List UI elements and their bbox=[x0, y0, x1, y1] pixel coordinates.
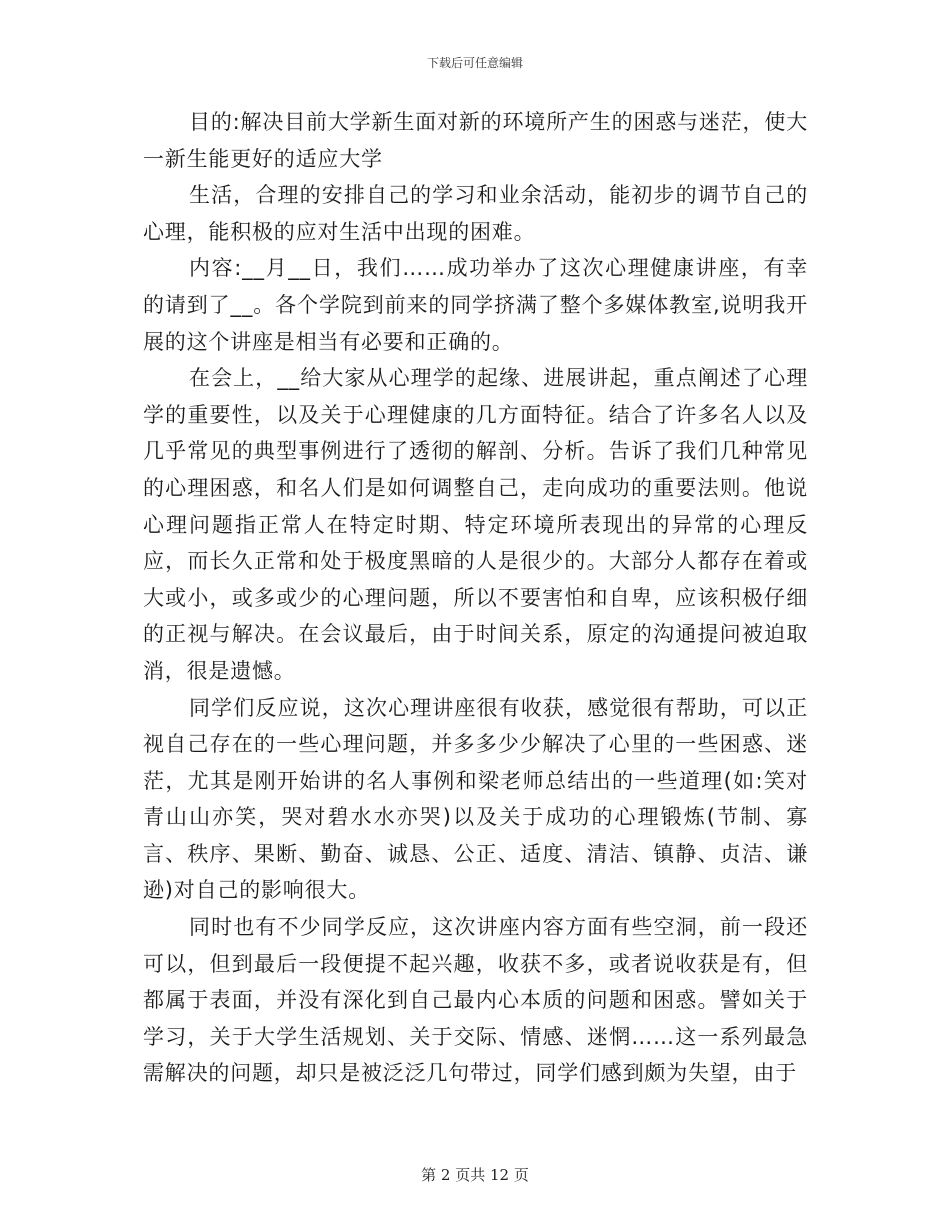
paragraph-meeting: 在会上，__给大家从心理学的起缘、进展讲起，重点阐述了心理学的重要性，以及关于心理健康的几方面特征。结合了许多名人以及几乎常见的典型事例进行了透彻的解剖、分析。告诉了我们几种常见的心理困惑，和名人们是如何调整自己，走向成功的重要法则。他说心理问题指正常人在特定时期、特定环境所表现出的异常的心理反应，而长久正常和处于极度黑暗的人是很少的。大部分人都存在着或大或小，或多或少的心理问题，所以不要害怕和自卑，应该积极仔细的正视与解决。在会议最后，由于时间关系，原定的沟通提问被迫取消，很是遗憾。 bbox=[143, 366, 808, 683]
document-body bbox=[143, 104, 808, 1092]
paragraph-content: 内容:__月__日，我们……成功举办了这次心理健康讲座，有幸的请到了__。各个学院到前来的同学挤满了整个多媒体教室,说明我开展的这个讲座是相当有必要和正确的。 bbox=[143, 256, 808, 354]
page-header-note: 下载后可任意编辑 bbox=[426, 56, 523, 70]
paragraph-purpose-continued: 生活，合理的安排自己的学习和业余活动，能初步的调节自己的心理，能积极的应对生活中出现的困难。 bbox=[143, 183, 808, 244]
page-number: 第 2 页共 12 页 bbox=[421, 1166, 529, 1184]
paragraph-feedback-negative: 同时也有不少同学反应，这次讲座内容方面有些空洞，前一段还可以，但到最后一段便提不起兴趣，收获不多，或者说收获是有，但都属于表面，并没有深化到自己最内心本质的问题和困惑。譬如关于学习，关于大学生活规划、关于交际、情感、迷惘……这一系列最急需解决的问题，却只是被泛泛几句带过，同学们感到颇为失望，由于 bbox=[143, 915, 808, 1086]
paragraph-feedback-positive: 同学们反应说，这次心理讲座很有收获，感觉很有帮助，可以正视自己存在的一些心理问题，并多多少少解决了心里的一些困惑、迷茫，尤其是刚开始讲的名人事例和梁老师总结出的一些道理(如:笑对青山山亦笑，哭对碧水水亦哭)以及关于成功的心理锻炼(节制、寡言、秩序、果断、勤奋、诚恳、公正、适度、清洁、镇静、贞洁、谦逊)对自己的影响很大。 bbox=[143, 695, 808, 903]
paragraph-purpose: 目的:解决目前大学新生面对新的环境所产生的困惑与迷茫，使大一新生能更好的适应大学 bbox=[143, 110, 808, 171]
